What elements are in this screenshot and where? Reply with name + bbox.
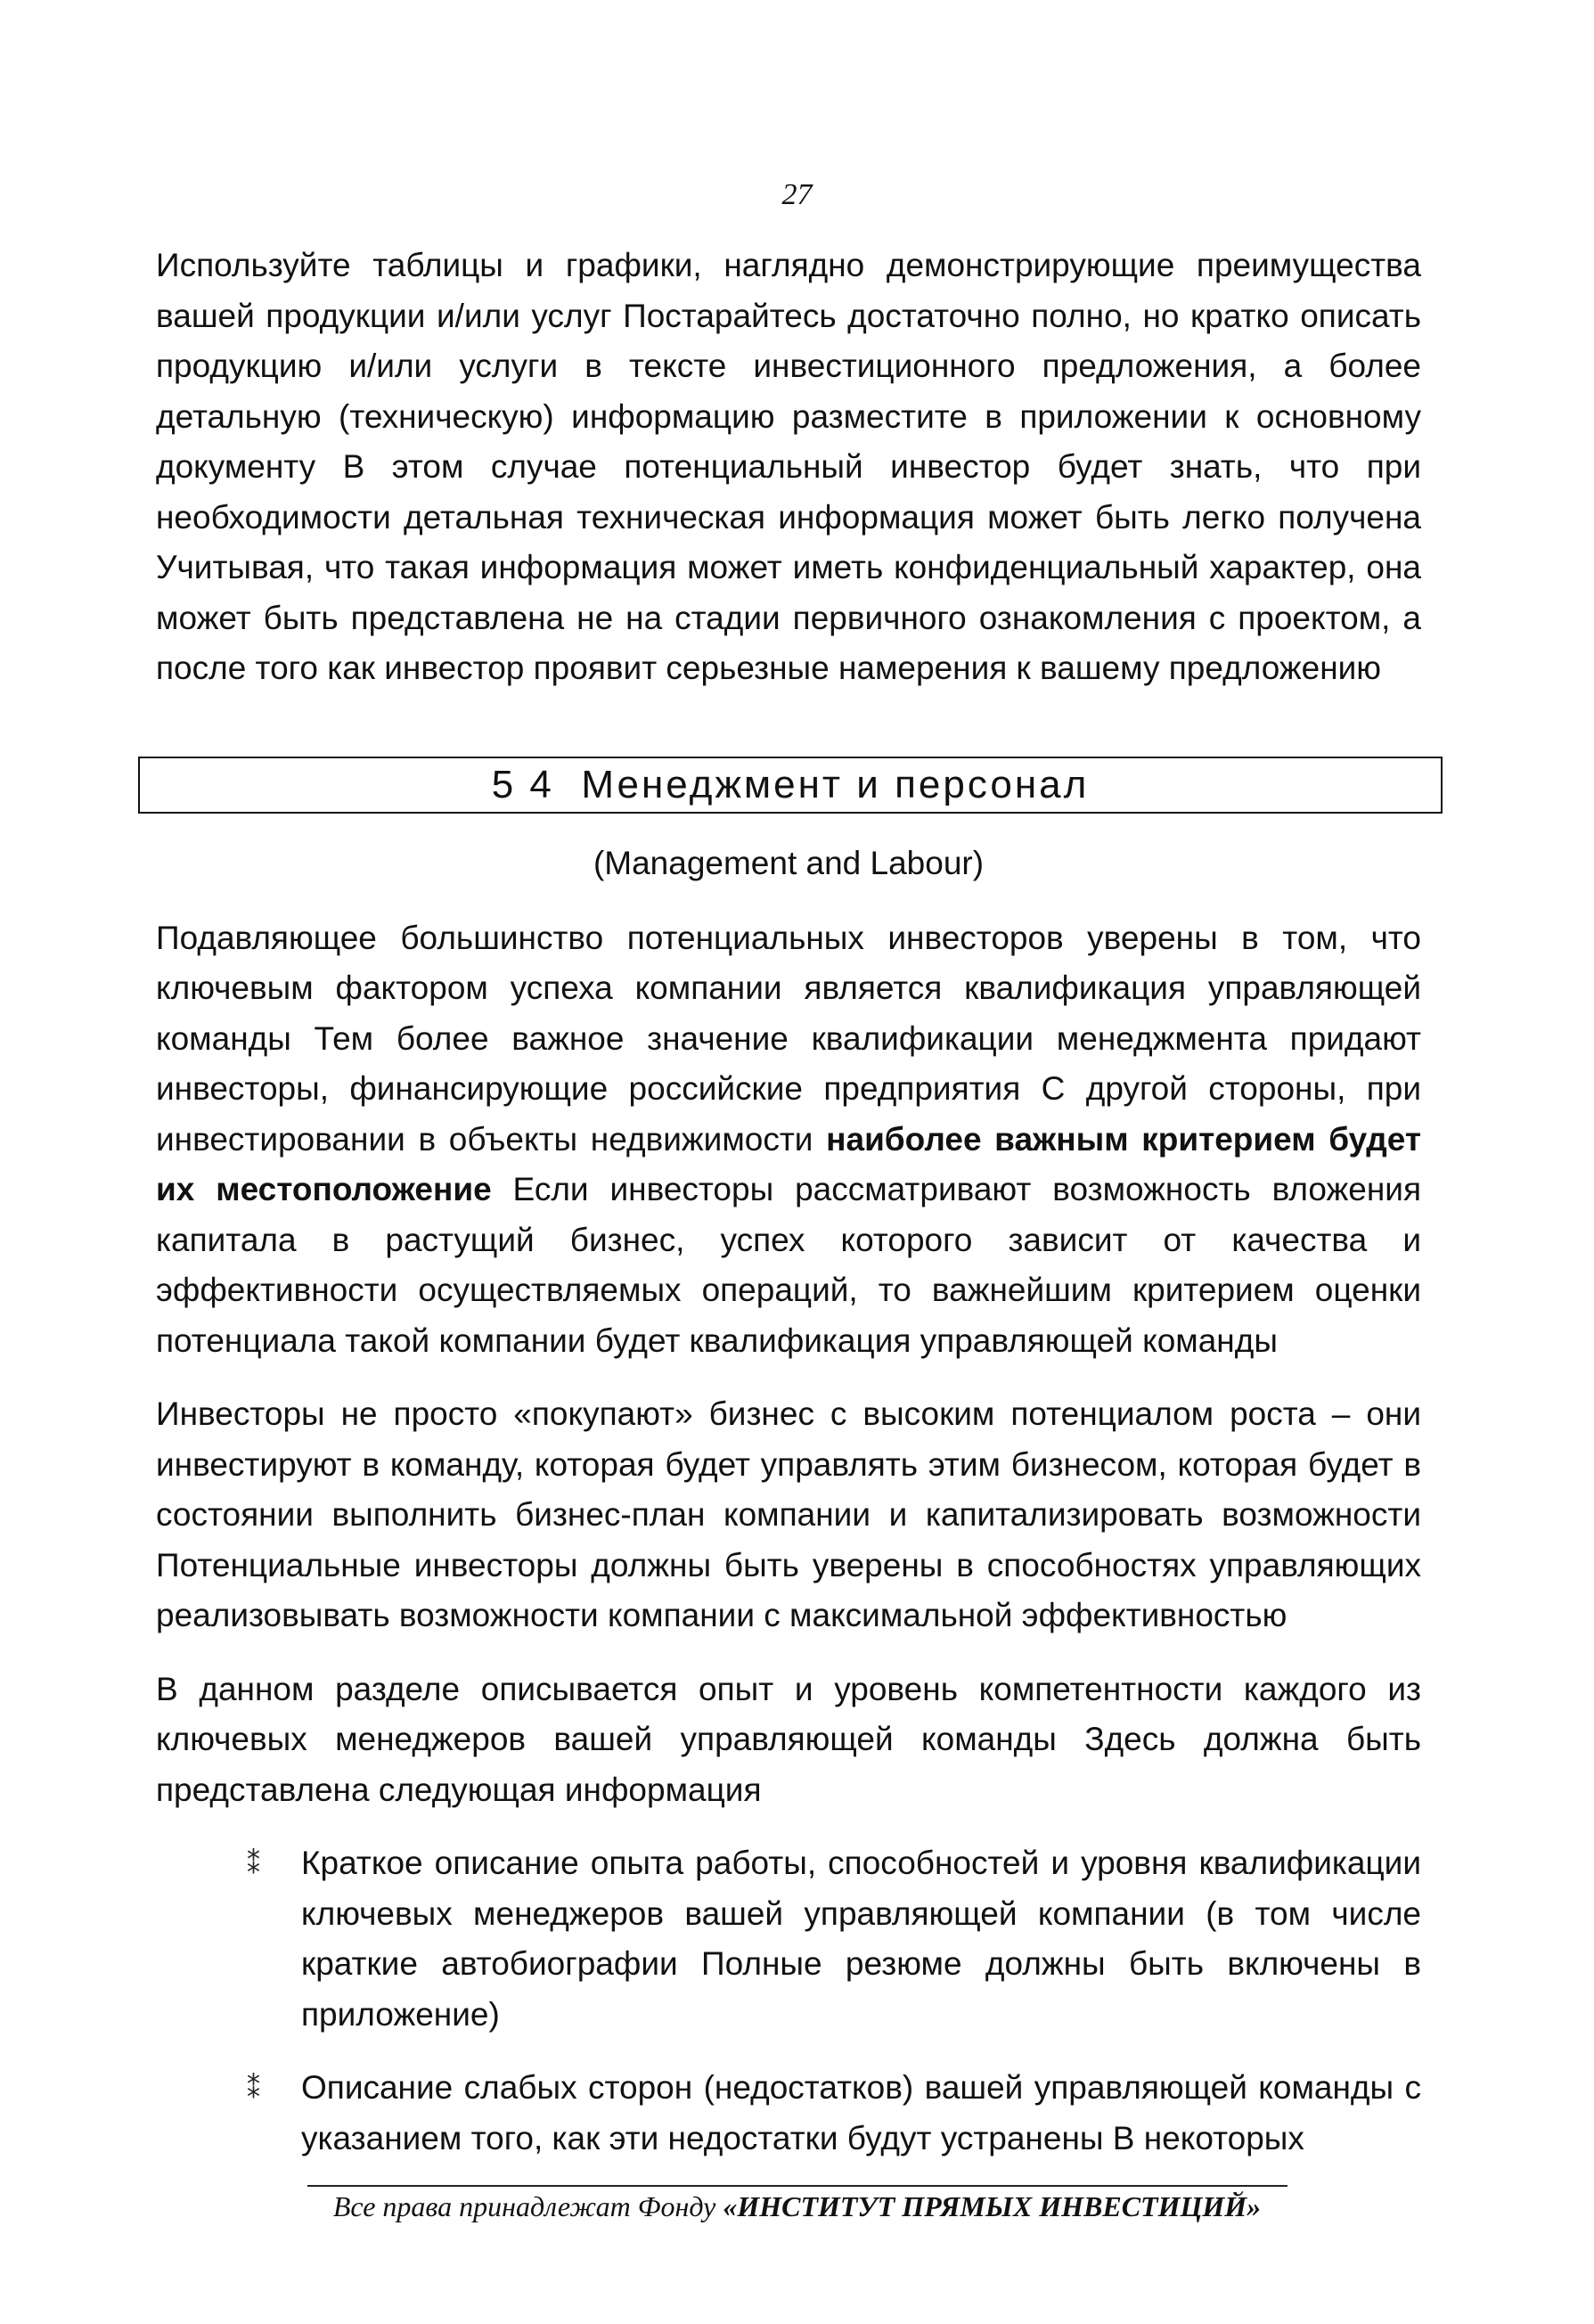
bullet-icon: ⁑	[247, 2074, 260, 2104]
paragraph-1-part1: Подавляющее большинство потенциальных инвесторов уверены в том, что ключевым фактором успеха компании является квалификация управляющей команды Тем более важное значение квалификации менеджмента придают инвесторы, финансирующие российские предприятия С другой стороны, при инвестировании в объекты недвижимости	[156, 919, 1421, 1158]
paragraph-1-bold: наиболее важным критерием будет их местоположение	[156, 1120, 1421, 1207]
section-heading	[138, 757, 1443, 814]
copyright-prefix: Все права принадлежат Фонду	[332, 2190, 723, 2222]
list-item	[156, 1838, 1421, 2040]
list-item-text: Описание слабых сторон (недостатков) вашей управляющей команды с указанием того, как эти недостатки будут устранены В некоторых	[301, 2069, 1421, 2156]
paragraph-1-part2: Если инвесторы рассматривают возможность вложения капитала в растущий бизнес, успех которого зависит от качества и эффективности осуществляемых операций, то важнейшим критерием оценки потенциала такой компании будет квалификация управляющей команды	[156, 1171, 1422, 1359]
intro-paragraph: Используйте таблицы и графики, наглядно демонстрирующие преимущества вашей продукции и/или услуг Постарайтесь достаточно полно, но кратко описать продукцию и/или услуги в тексте инвестиционного предложения, а более детальную (техническую) информацию разместите в приложении к основному документу В этом случае потенциальный инвестор будет знать, что при необходимости детальная техническая информация может быть легко получена Учитывая, что такая информация может иметь конфиденциальный характер, она может быть представлена не на стадии первичного ознакомления с проектом, а после того как инвестор проявит серьезные намерения к вашему предложению	[156, 247, 1421, 686]
footer-rule	[307, 2185, 1287, 2187]
bullet-icon: ⁑	[247, 1850, 260, 1879]
paragraph-section-description: В данном разделе описывается опыт и уровень компетентности каждого из ключевых менеджеров вашей управляющей команды Здесь должна быть представлена следующая информация	[156, 1670, 1421, 1808]
page-content	[156, 241, 1421, 2187]
footer	[0, 2185, 1594, 2223]
section-number: 5 4	[491, 762, 554, 806]
page-number: 27	[781, 178, 813, 211]
list-item	[156, 2063, 1421, 2164]
list-item-text: Краткое описание опыта работы, способностей и уровня квалификации ключевых менеджеров вашей управляющей компании (в том числе краткие автобиографии Полные резюме должны быть включены в приложение)	[301, 1845, 1421, 2033]
paragraph-management-importance	[156, 913, 1421, 1367]
paragraph-investors-team: Инвесторы не просто «покупают» бизнес с высоким потенциалом роста – они инвестируют в команду, которая будет управлять этим бизнесом, которая будет в состоянии выполнить бизнес-план компании и капитализировать возможности Потенциальные инвесторы должны быть уверены в способностях управляющих реализовывать возможности компании с максимальной эффективностью	[156, 1395, 1421, 1633]
copyright-notice	[0, 2190, 1594, 2223]
section-subtitle: (Management and Labour)	[593, 844, 985, 881]
section-title: Менеджмент и персонал	[581, 762, 1090, 806]
copyright-brand: «ИНСТИТУТ ПРЯМЫХ ИНВЕСТИЦИЙ»	[723, 2190, 1262, 2222]
info-list	[156, 1838, 1421, 2164]
